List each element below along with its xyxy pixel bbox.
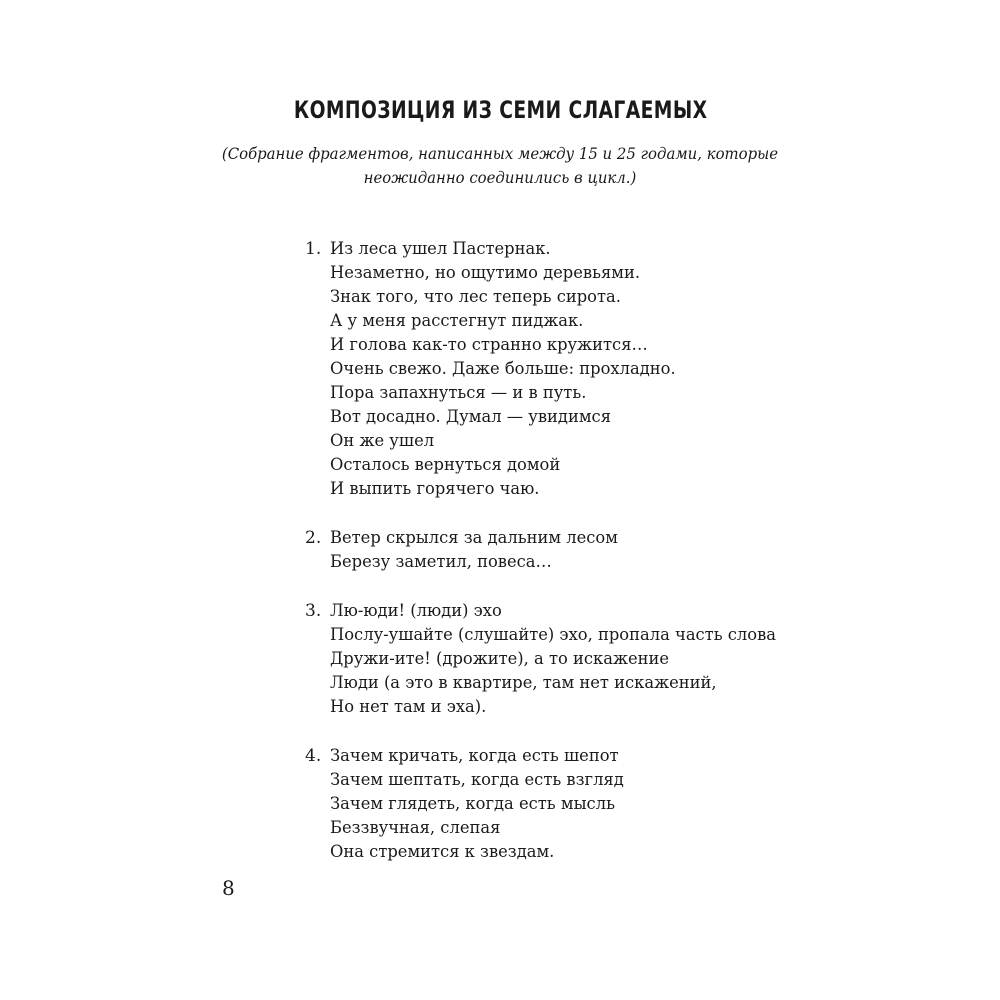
poem-line: Пора запахнуться — и в путь.: [330, 383, 587, 403]
poem-number: 4.: [305, 746, 322, 766]
subtitle-line: неожиданно соединились в цикл.): [363, 168, 637, 187]
poem-list: [305, 237, 865, 864]
poem-number: 2.: [305, 528, 322, 548]
poem-line: Зачем глядеть, когда есть мысль: [330, 794, 615, 814]
poem-line: Очень свежо. Даже больше: прохладно.: [330, 359, 676, 379]
poem-line: Лю-юди! (люди) эхо: [330, 601, 502, 621]
poem-line: Зачем шептать, когда есть взгляд: [330, 770, 624, 790]
poem-lines: [330, 526, 865, 574]
poem-line: Беззвучная, слепая: [330, 818, 501, 838]
poem-line: И выпить горячего чаю.: [330, 479, 540, 499]
poem-3: [305, 599, 865, 719]
poem-number: 3.: [305, 601, 322, 621]
poem-line: Она стремится к звездам.: [330, 842, 555, 862]
poem-number: 1.: [305, 239, 322, 259]
poem-line: Березу заметил, повеса…: [330, 552, 552, 572]
poem-line: Дружи-ите! (дрожите), а то искажение: [330, 649, 670, 669]
poem-lines: [330, 744, 865, 864]
poem-4: [305, 744, 865, 864]
page-title: КОМПОЗИЦИЯ ИЗ СЕМИ СЛАГАЕМЫХ: [293, 96, 708, 124]
poem-2: [305, 526, 865, 574]
poem-line: А у меня расстегнут пиджак.: [330, 311, 584, 331]
page-number: 8: [222, 876, 235, 900]
poem-line: Из леса ушел Пастернак.: [330, 239, 551, 259]
poem-line: Осталось вернуться домой: [330, 455, 561, 475]
subtitle: [175, 142, 826, 190]
poem-lines: [330, 599, 865, 719]
poem-1: [305, 237, 865, 501]
poem-line: Вот досадно. Думал — увидимся: [330, 407, 611, 427]
poem-line: Послу-ушайте (слушайте) эхо, пропала часть слова: [330, 625, 777, 645]
poem-lines: [330, 237, 865, 501]
poem-line: Зачем кричать, когда есть шепот: [330, 746, 619, 766]
poem-line: Он же ушел: [330, 431, 435, 451]
subtitle-line: (Собрание фрагментов, написанных между 15 и 25 годами, которые: [221, 144, 779, 163]
poem-line: Но нет там и эха).: [330, 697, 487, 717]
poem-line: И голова как-то странно кружится…: [330, 335, 648, 355]
poem-line: Незаметно, но ощутимо деревьями.: [330, 263, 641, 283]
poem-line: Ветер скрылся за дальним лесом: [330, 528, 618, 548]
poem-line: Люди (а это в квартире, там нет искажений,: [330, 673, 717, 693]
poem-line: Знак того, что лес теперь сирота.: [330, 287, 621, 307]
